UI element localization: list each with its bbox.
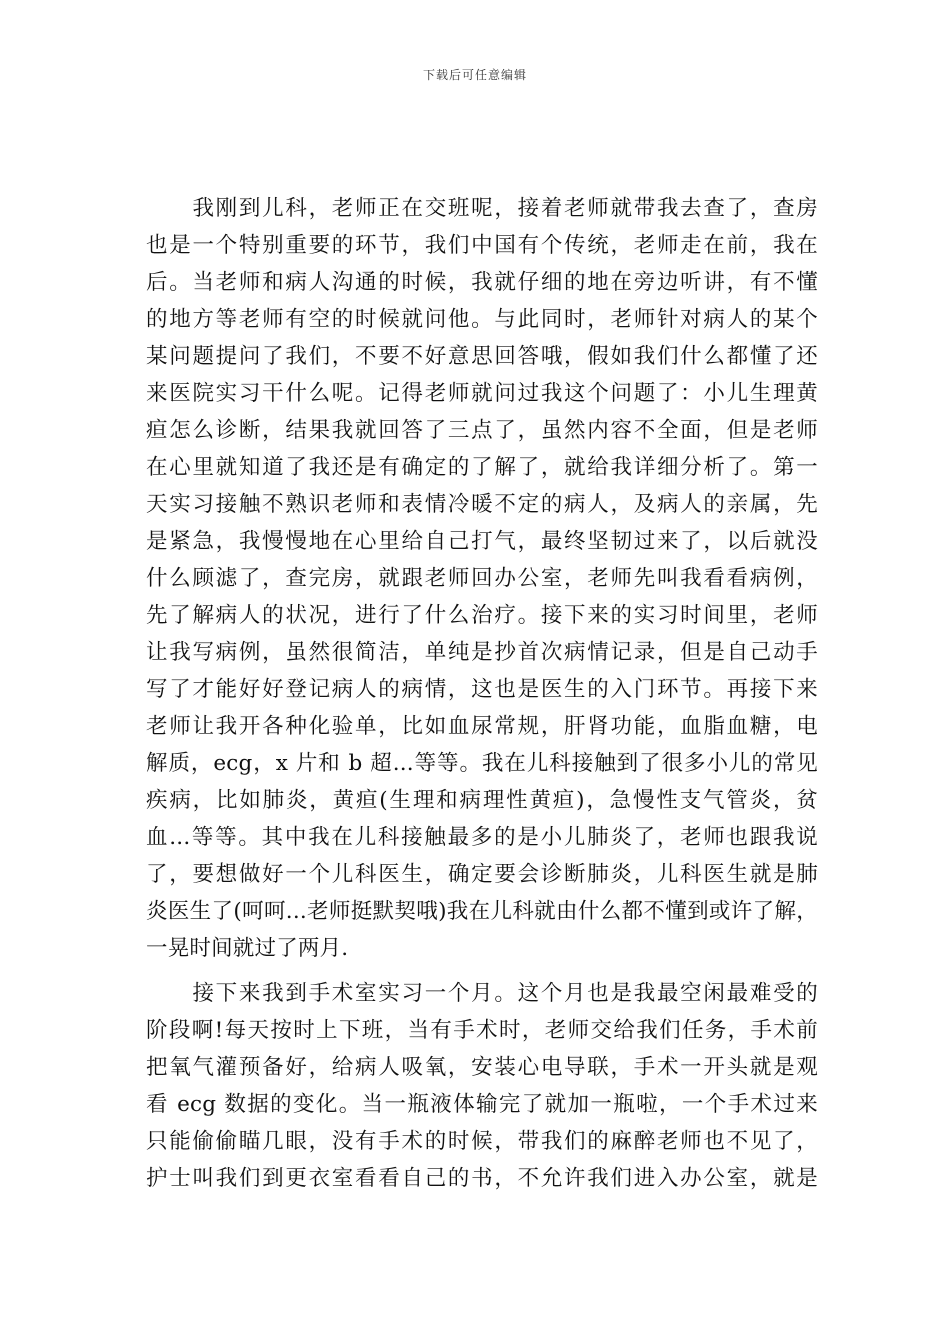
- text-line: 了，要想做好一个儿科医生，确定要会诊断肺炎，儿科医生就是肺: [146, 862, 818, 887]
- text-line: 疸怎么诊断，结果我就回答了三点了，虽然内容不全面，但是老师: [146, 418, 818, 443]
- text-line: 阶段啊!每天按时上下班，当有手术时，老师交给我们任务，手术前: [146, 1018, 818, 1043]
- text-line: 让我写病例，虽然很简洁，单纯是抄首次病情记录，但是自己动手: [146, 640, 818, 665]
- page-header-note: 下载后可任意编辑: [422, 68, 527, 82]
- text-line: 在心里就知道了我还是有确定的了解了，就给我详细分析了。第一: [146, 455, 818, 480]
- text-line: 只能偷偷瞄几眼，没有手术的时候，带我们的麻醉老师也不见了，: [146, 1129, 818, 1154]
- text-line: 炎医生了(呵呵...老师挺默契哦)我在儿科就由什么都不懂到或许了解，: [146, 899, 818, 924]
- text-line: 看 ecg 数据的变化。当一瓶液体输完了就加一瓶啦，一个手术过来: [146, 1092, 818, 1117]
- text-line: 写了才能好好登记病人的病情，这也是医生的入门环节。再接下来: [146, 677, 818, 702]
- text-line: 血...等等。其中我在儿科接触最多的是小儿肺炎了，老师也跟我说: [146, 825, 818, 850]
- text-line: 疾病，比如肺炎，黄疸(生理和病理性黄疸)，急慢性支气管炎，贫: [146, 788, 818, 813]
- text-line: 也是一个特别重要的环节，我们中国有个传统，老师走在前，我在: [146, 233, 818, 258]
- text-line: 来医院实习干什么呢。记得老师就问过我这个问题了：小儿生理黄: [146, 381, 818, 406]
- text-line: 解质，ecg，x 片和 b 超...等等。我在儿科接触到了很多小儿的常见: [146, 751, 818, 776]
- text-line: 一晃时间就过了两月.: [146, 936, 349, 961]
- text-line: 什么顾滤了，查完房，就跟老师回办公室，老师先叫我看看病例，: [146, 566, 818, 591]
- text-line: 老师让我开各种化验单，比如血尿常规，肝肾功能，血脂血糖，电: [146, 714, 818, 739]
- text-line: 天实习接触不熟识老师和表情冷暖不定的病人，及病人的亲属，先: [146, 492, 818, 517]
- document-body: [146, 190, 818, 1197]
- text-line: 后。当老师和病人沟通的时候，我就仔细的地在旁边听讲，有不懂: [146, 270, 818, 295]
- text-line: 先了解病人的状况，进行了什么治疗。接下来的实习时间里，老师: [146, 603, 818, 628]
- paragraph-gap: [146, 967, 818, 975]
- text-line: 护士叫我们到更衣室看看自己的书，不允许我们进入办公室，就是: [146, 1166, 818, 1191]
- text-line: 某问题提问了我们，不要不好意思回答哦，假如我们什么都懂了还: [146, 344, 818, 369]
- text-line: 是紧急，我慢慢地在心里给自己打气，最终坚韧过来了，以后就没: [146, 529, 818, 554]
- text-line: 接下来我到手术室实习一个月。这个月也是我最空闲最难受的: [146, 981, 818, 1006]
- paragraph: [146, 975, 818, 1197]
- paragraph: [146, 190, 818, 967]
- text-line: 我刚到儿科，老师正在交班呢，接着老师就带我去查了，查房: [146, 196, 818, 221]
- text-line: 的地方等老师有空的时候就问他。与此同时，老师针对病人的某个: [146, 307, 818, 332]
- text-line: 把氧气灌预备好，给病人吸氧，安装心电导联，手术一开头就是观: [146, 1055, 818, 1080]
